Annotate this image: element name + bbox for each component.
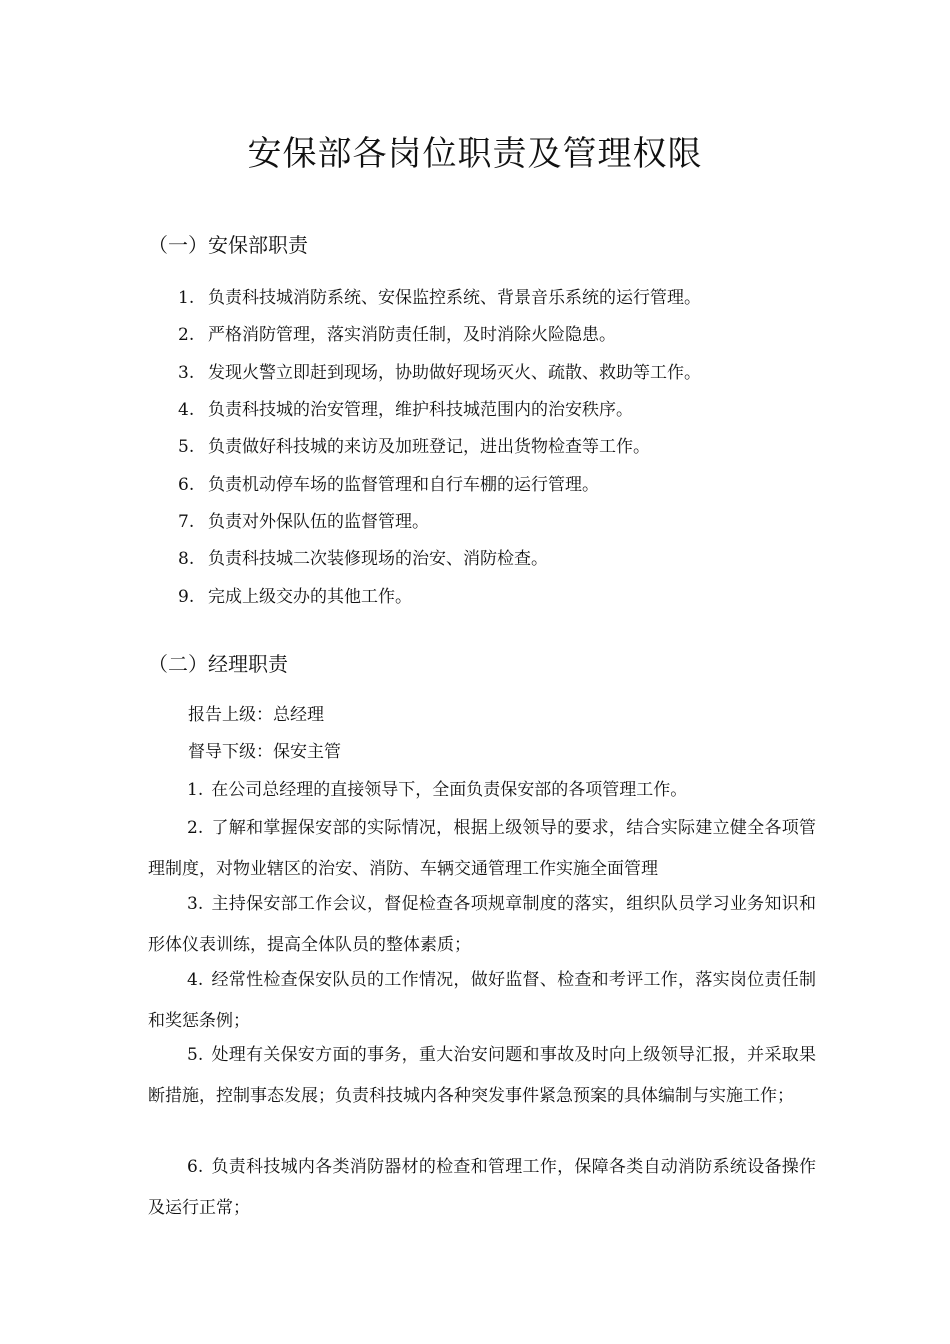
paragraph bbox=[148, 1147, 816, 1229]
item-number: 3. bbox=[178, 363, 195, 383]
para-number: 5. bbox=[187, 1045, 204, 1065]
para-number: 6. bbox=[187, 1157, 204, 1177]
item-number: 7. bbox=[178, 512, 195, 532]
item-text: 负责科技城的治安管理，维护科技城范围内的治安秩序。 bbox=[208, 400, 633, 420]
document-title: 安保部各岗位职责及管理权限 bbox=[247, 134, 703, 174]
item-text: 完成上级交办的其他工作。 bbox=[208, 587, 412, 607]
list-item bbox=[178, 585, 412, 609]
item-number: 8. bbox=[178, 549, 195, 569]
para-text: 在公司总经理的直接领导下，全面负责保安部的各项管理工作。 bbox=[211, 780, 688, 800]
paragraph bbox=[148, 808, 816, 890]
para-number: 2. bbox=[187, 818, 204, 838]
supervise-line: 督导下级：保安主管 bbox=[188, 742, 341, 762]
para-text: 主持保安部工作会议，督促检查各项规章制度的落实，组织队员学习业务知识和形体仪表训练，提高全体队员的整体素质； bbox=[148, 894, 816, 955]
item-text: 发现火警立即赶到现场，协助做好现场灭火、疏散、救助等工作。 bbox=[208, 363, 701, 383]
para-number: 1. bbox=[187, 780, 204, 800]
item-number: 1. bbox=[178, 288, 195, 308]
report-to-line: 报告上级：总经理 bbox=[188, 705, 324, 725]
para-number: 4. bbox=[187, 970, 204, 990]
paragraph bbox=[148, 1035, 816, 1117]
paragraph bbox=[148, 884, 816, 966]
item-text: 负责机动停车场的监督管理和自行车棚的运行管理。 bbox=[208, 475, 599, 495]
para-number: 3. bbox=[187, 894, 204, 914]
item-number: 6. bbox=[178, 475, 195, 495]
item-text: 负责科技城二次装修现场的治安、消防检查。 bbox=[208, 549, 548, 569]
item-text: 负责科技城消防系统、安保监控系统、背景音乐系统的运行管理。 bbox=[208, 288, 701, 308]
list-item bbox=[178, 286, 701, 310]
list-item bbox=[178, 361, 701, 385]
paragraph bbox=[148, 960, 816, 1042]
list-item bbox=[178, 398, 633, 422]
para-text: 了解和掌握保安部的实际情况，根据上级领导的要求，结合实际建立健全各项管理制度，对物业辖区的治安、消防、车辆交通管理工作实施全面管理 bbox=[148, 818, 816, 879]
list-item bbox=[178, 323, 616, 347]
item-number: 5. bbox=[178, 437, 195, 457]
item-text: 负责做好科技城的来访及加班登记，进出货物检查等工作。 bbox=[208, 437, 650, 457]
list-item bbox=[178, 473, 599, 497]
section-heading-duties: （一）安保部职责 bbox=[148, 233, 308, 257]
para-text: 经常性检查保安队员的工作情况，做好监督、检查和考评工作，落实岗位责任制和奖惩条例； bbox=[148, 970, 816, 1031]
item-number: 4. bbox=[178, 400, 195, 420]
para-text: 处理有关保安方面的事务，重大治安问题和事故及时向上级领导汇报，并采取果断措施，控制事态发展；负责科技城内各种突发事件紧急预案的具体编制与实施工作； bbox=[148, 1045, 816, 1106]
section-heading-manager: （二）经理职责 bbox=[148, 652, 288, 676]
item-number: 9. bbox=[178, 587, 195, 607]
item-text: 严格消防管理，落实消防责任制，及时消除火险隐患。 bbox=[208, 325, 616, 345]
list-item bbox=[178, 547, 548, 571]
list-item bbox=[178, 435, 650, 459]
paragraph bbox=[148, 770, 816, 811]
list-item bbox=[178, 510, 429, 534]
item-number: 2. bbox=[178, 325, 195, 345]
item-text: 负责对外保队伍的监督管理。 bbox=[208, 512, 429, 532]
para-text: 负责科技城内各类消防器材的检查和管理工作，保障各类自动消防系统设备操作及运行正常； bbox=[148, 1157, 816, 1218]
